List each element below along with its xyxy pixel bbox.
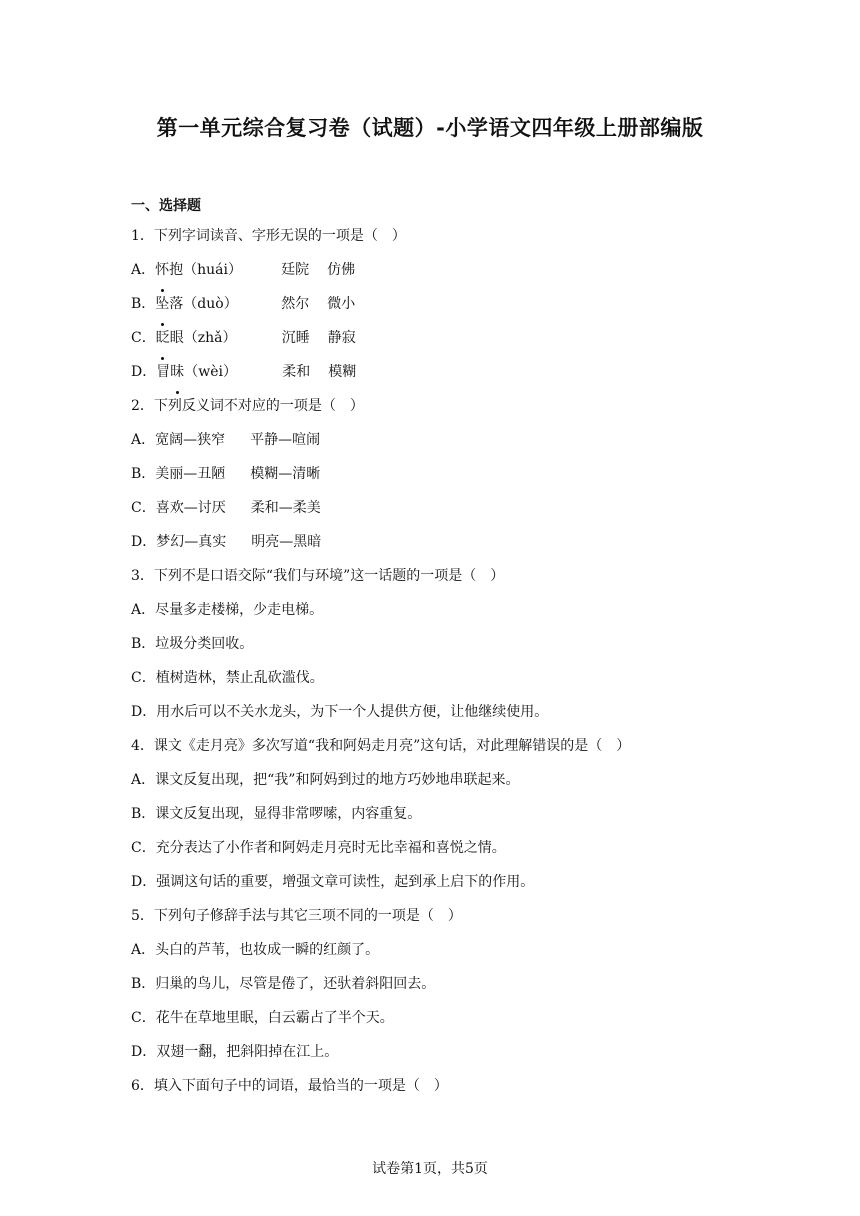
option-label: B． [131, 976, 156, 992]
option-label: D． [131, 1044, 157, 1060]
question-4-option-d [131, 865, 751, 899]
question-4-option-a [131, 763, 751, 797]
question-3-stem: 3．下列不是口语交际“我们与环境”这一话题的一项是（ ） [131, 568, 505, 584]
option-label: C． [131, 1010, 156, 1026]
section-heading: 一、选择题 [131, 198, 201, 214]
option-label: A． [131, 432, 156, 448]
option-label: C． [131, 840, 156, 856]
option-word: 仿佛 [327, 262, 356, 278]
page-title: 第一单元综合复习卷（试题）-小学语文四年级上册部编版 [156, 116, 704, 140]
option-label: A． [131, 262, 156, 278]
emphasis-char: 坠 [155, 287, 169, 321]
question-3-option-d [131, 695, 751, 729]
antonym-pair: 喜欢—讨厌 [155, 500, 226, 516]
antonym-pair: 平静—喧闹 [250, 432, 321, 448]
option-text: 课文反复出现，把“我”和阿妈到过的地方巧妙地串联起来。 [155, 772, 520, 788]
question-3-option-a [131, 593, 751, 627]
question-3-option-b [131, 627, 751, 661]
option-text: 强调这句话的重要，增强文章可读性，起到承上启下的作用。 [156, 874, 535, 890]
option-label: B． [131, 636, 156, 652]
option-label: D． [131, 704, 157, 720]
question-2-option-b [131, 457, 751, 491]
option-word: 模糊 [328, 364, 357, 380]
question-2-option-c [131, 491, 751, 525]
question-1-option-b: B．坠落（duò） 然尔 微小 [131, 287, 751, 321]
option-label: B． [131, 806, 156, 822]
page-footer: 试卷第1页，共5页 [372, 1161, 488, 1177]
antonym-pair: 明亮—黑暗 [251, 534, 322, 550]
option-text: 尽量多走楼梯，少走电梯。 [155, 602, 324, 618]
option-text: 植树造林，禁止乱砍滥伐。 [155, 670, 324, 686]
antonym-pair: 宽阔—狭窄 [155, 432, 226, 448]
question-5-stem: 5．下列句子修辞手法与其它三项不同的一项是（ ） [131, 908, 462, 924]
option-label: C． [131, 500, 156, 516]
emphasis-char: 怀 [155, 253, 169, 287]
option-label: D． [131, 874, 157, 890]
option-label: D． [131, 534, 157, 550]
question-1-stem: 1．下列字词读音、字形无误的一项是（ ） [131, 228, 406, 244]
option-text: 花牛在草地里眠，白云霸占了半个天。 [155, 1010, 394, 1026]
option-label: B． [131, 296, 156, 312]
question-5-option-d [131, 1035, 751, 1069]
question-4-option-c [131, 831, 751, 865]
exam-content [131, 193, 751, 1103]
option-word: 柔和 [282, 364, 311, 380]
question-1-option-c: C．眨眼（zhǎ） 沉睡 静寂 [131, 321, 751, 355]
option-text: 充分表达了小作者和阿妈走月亮时无比幸福和喜悦之情。 [155, 840, 506, 856]
option-text: 垃圾分类回收。 [155, 636, 254, 652]
option-label: C． [131, 670, 156, 686]
option-word: 然尔 [281, 296, 310, 312]
option-label: A． [131, 772, 156, 788]
option-label: A． [131, 602, 156, 618]
option-text: 归巢的鸟儿，尽管是倦了，还驮着斜阳回去。 [155, 976, 436, 992]
option-word: 静寂 [327, 330, 356, 346]
question-4-stem: 4．课文《走月亮》多次写道“我和阿妈走月亮”这句话，对此理解错误的是（ ） [131, 738, 631, 754]
option-text: 课文反复出现，显得非常啰嗦，内容重复。 [155, 806, 422, 822]
question-3-option-c [131, 661, 751, 695]
option-word: 微小 [327, 296, 356, 312]
antonym-pair: 美丽—丑陋 [155, 466, 226, 482]
question-2-option-d [131, 525, 751, 559]
option-label: D． [131, 364, 157, 380]
emphasis-char: 眨 [156, 321, 170, 355]
question-5-option-c [131, 1001, 751, 1035]
antonym-pair: 梦幻—真实 [156, 534, 227, 550]
question-1-option-d: D．冒昧（wèi） 柔和 模糊 [131, 355, 751, 389]
option-text: 双翅一翻，把斜阳掉在江上。 [156, 1044, 339, 1060]
option-word: 廷院 [281, 262, 310, 278]
question-5-option-b [131, 967, 751, 1001]
option-text: 用水后可以不关水龙头，为下一个人提供方便，让他继续使用。 [156, 704, 549, 720]
question-4-option-b [131, 797, 751, 831]
option-word: 沉睡 [281, 330, 310, 346]
question-1-option-a: A．怀抱（huái） 廷院 仿佛 [131, 253, 751, 287]
question-5-option-a [131, 933, 751, 967]
option-label: C． [131, 330, 156, 346]
emphasis-char: 昧 [170, 355, 184, 389]
antonym-pair: 柔和—柔美 [250, 500, 321, 516]
question-6-stem: 6．填入下面句子中的词语，最恰当的一项是（ ） [131, 1078, 448, 1094]
question-2-option-a [131, 423, 751, 457]
option-text: 头白的芦苇，也妆成一瞬的红颜了。 [155, 942, 380, 958]
option-label: B． [131, 466, 156, 482]
antonym-pair: 模糊—清晰 [250, 466, 321, 482]
option-label: A． [131, 942, 156, 958]
question-2-stem: 2．下列反义词不对应的一项是（ ） [131, 398, 364, 414]
